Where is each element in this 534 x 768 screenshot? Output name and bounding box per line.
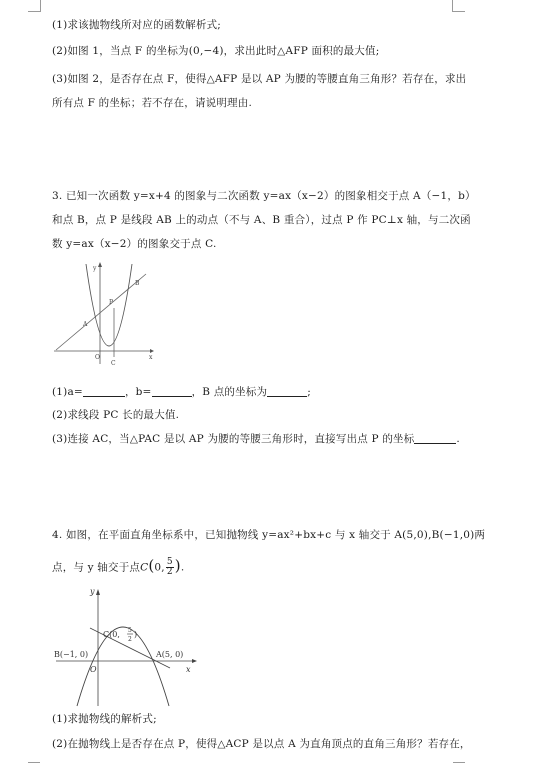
p3-q3-text: (3)连接 AC，当△PAC 是以 AP 为腰的等腰三角形时，直接写出点 P 的坐标 bbox=[52, 433, 415, 445]
p3-label-o: O bbox=[95, 354, 100, 361]
p4-label-a: A(5, 0) bbox=[156, 650, 184, 659]
p4-y-arrow bbox=[96, 589, 100, 595]
p4-label-c-num: 5 bbox=[128, 627, 132, 634]
crop-mark-bottom-left bbox=[28, 762, 40, 763]
answer-blank-a[interactable] bbox=[83, 386, 125, 397]
p3-label-b: B bbox=[135, 280, 140, 287]
p3-label-c: C bbox=[111, 360, 116, 367]
p3-line-yx4 bbox=[56, 274, 146, 350]
p4-label-c-end: ) bbox=[134, 630, 138, 639]
p3-stem-line-1: 3. 已知一次函数 y=x+4 的图象与二次函数 y=ax（x−2）的图象相交于点 A（−1，b） bbox=[52, 190, 476, 202]
p2-question-3-line-1: (3)如图 2，是否存在点 F，使得△AFP 是以 AP 为腰的等腰直角三角形？若存在，求出 bbox=[52, 73, 467, 85]
p4-label-c-den: 2 bbox=[128, 636, 132, 643]
p3-label-x: x bbox=[149, 354, 153, 361]
p4-point-c-coord: ( bbox=[148, 556, 155, 575]
p3-stem-line-2: 和点 B，点 P 是线段 AB 上的动点（不与 A、B 重合），过点 P 作 PC⊥x 轴，与二次函 bbox=[52, 214, 471, 226]
p4-fraction-num: 5 bbox=[166, 557, 173, 567]
p3-q1-end: ; bbox=[307, 386, 311, 398]
p3-label-a: A bbox=[83, 321, 88, 328]
p2-question-2 bbox=[52, 44, 379, 58]
crop-mark-bottom-right bbox=[453, 762, 465, 763]
p3-question-2: (2)求线段 PC 长的最大值. bbox=[52, 409, 180, 421]
answer-blank-b-coord[interactable] bbox=[267, 386, 307, 397]
p2-q2-coord: (0,−4) bbox=[188, 45, 224, 57]
p4-question-2: (2)在抛物线上是否存在点 P，使得△ACP 是以点 A 为直角顶点的直角三角形？若存在， bbox=[52, 738, 471, 750]
p3-figure bbox=[52, 260, 156, 368]
p3-q3-end: . bbox=[456, 433, 460, 445]
p3-label-y: y bbox=[93, 265, 97, 272]
answer-blank-b[interactable] bbox=[152, 386, 192, 397]
p4-figure bbox=[52, 580, 202, 710]
p2-q2-text-b: ，求出此时△AFP 面积的最大值; bbox=[223, 45, 380, 57]
p2-question-3-line-2: 所有点 F 的坐标；若不存在，请说明理由. bbox=[52, 97, 252, 109]
p3-q1-text-c: ，B 点的坐标为 bbox=[191, 386, 268, 398]
p3-question-3 bbox=[52, 432, 460, 446]
p4-x-arrow bbox=[192, 659, 197, 663]
p4-stem-text: 点，与 y 轴交于点 bbox=[52, 561, 141, 574]
p4-question-1: (1)求抛物线的解析式; bbox=[52, 713, 157, 725]
p3-q1-text-a: (1)a= bbox=[52, 386, 83, 398]
p4-stem-line-2: 点，与 y 轴交于点C(0, $\frac{5}{2}$ ). bbox=[52, 556, 185, 577]
crop-mark-top-left-v bbox=[40, 0, 41, 12]
p2-question-1: (1)求该抛物线所对应的函数解析式; bbox=[52, 19, 222, 31]
p4-label-c: C(0, bbox=[103, 630, 120, 639]
crop-mark-top-left-h bbox=[28, 11, 40, 12]
p4-label-o: O bbox=[90, 665, 97, 674]
p3-label-p: P bbox=[109, 299, 114, 306]
p4-label-y: y bbox=[90, 587, 95, 596]
p4-fraction bbox=[166, 558, 174, 577]
crop-mark-top-right-h bbox=[453, 11, 465, 12]
p4-fraction-den: 2 bbox=[166, 567, 173, 577]
p4-point-c-name: C bbox=[140, 561, 149, 574]
p4-label-b: B(−1, 0) bbox=[54, 650, 89, 659]
p4-stem-line-1: 4. 如图，在平面直角坐标系中，已知抛物线 y=ax²+bx+c 与 x 轴交于 A(5,0),B(−1,0)两 bbox=[52, 529, 486, 541]
p4-label-x: x bbox=[186, 665, 191, 674]
answer-blank-p-coord[interactable] bbox=[414, 433, 456, 444]
p3-q1-text-b: ，b= bbox=[124, 386, 152, 398]
p3-question-1 bbox=[52, 385, 311, 399]
p4-point-c-close: ) bbox=[174, 556, 181, 575]
p3-x-arrow bbox=[150, 349, 154, 353]
p4-stem-end: . bbox=[180, 561, 185, 574]
p3-y-arrow bbox=[98, 262, 102, 267]
p2-q2-text-a: (2)如图 1，当点 F 的坐标为 bbox=[52, 45, 189, 57]
p3-stem-line-3: 数 y=ax（x−2）的图象交于点 C. bbox=[52, 238, 217, 250]
